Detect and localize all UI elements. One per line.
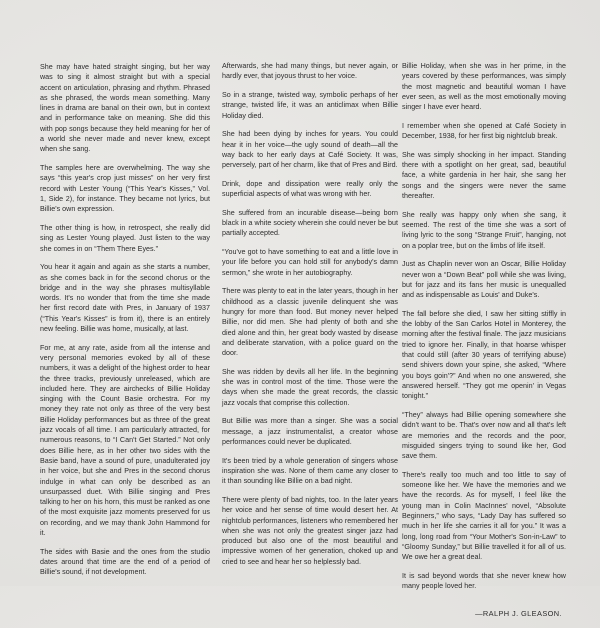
paragraph: There were plenty of bad nights, too. In the later years her voice and her sense of time would desert her. At nightclub performances, listeners who remembered her when she was not only the greatest singer jazz had produced but also one of the most beautiful and impressive women of her generation, choked up and cried to see and hear her so helplessly bad. [222,496,398,566]
column-right [402,61,566,628]
paragraph: Just as Chaplin never won an Oscar, Billie Holiday never won a “Down Beat” poll while she was living, but for jazz and its fans her music is unequalled and as indispensable as Louis' and Duke's. [402,260,566,300]
paragraph: There was plenty to eat in the later years, though in her childhood as a classic juvenile delinquent she was hungry for more than food. But money never helped Billie, nor did men. She had plenty of both and she died alone and thin, her great body wasted by disease and deliberate starvation, with a police guard on the door. [222,287,398,358]
paragraph: But Billie was more than a singer. She was a social message, a jazz instrumentalist, a creator whose performances could never be duplicated. [222,417,398,447]
paragraph: Billie Holiday, when she was in her prime, in the years covered by these performances, was simply the most magnetic and beautiful woman I have ever seen, as well as the most emotionally moving singer I have ever heard. [402,62,566,112]
paragraph: She suffered from an incurable disease—being born black in a white society wherein she could never be but partially accepted. [222,208,398,238]
paragraph: Drink, dope and dissipation were really only the superficial aspects of what was wrong with her. [222,179,398,199]
paragraph: She may have hated straight singing, but her way was to sing it almost straight but with a special accent on articulation, phrasing and rhythm. Phrased as she phrased, the words mean something. Many lines in drama are banal on their own, but in context and in performance take on meaning. She did this with pop songs because they held meaning for her of a world she never made and never knew, except when she sang. [40,63,210,154]
paragraph: “They” always had Billie opening somewhere she didn't want to be. That's over now and all that's left are memories and the records and the poor, misguided singers trying to sound like her, God save them. [402,410,566,461]
paragraph: So in a strange, twisted way, symbolic perhaps of her strange, twisted life, it was an anticlimax when Billie Holiday died. [222,90,398,120]
paragraph: You hear it again and again as she starts a number, as she comes back in for the second chorus or the bridge and in the way she phrases multisyllable words. It's no wonder that from the time she made her first record date with Pres, in January of 1937 (“This Year's Kisses” is from it), there is an entirely new feeling. Billie was home, musically, at last. [40,263,210,333]
author-signature: —RALPH J. GLEASON. [475,609,562,619]
paragraph: It is sad beyond words that she never knew how many people loved her. [402,571,566,591]
paragraph: The fall before she died, I saw her sitting stiffly in the lobby of the San Carlos Hotel in Monterey, the morning after the festival finale. The jazz musicians tried to ignore her. Finally, in that hoarse whisper that could still (after 30 years of terrifying abuse) send shivers down your spine, she asked, “Where you boys goin'?” And when no one answered, she answered herself. “They got me openin' in Vegas tonight.” [402,309,566,401]
paragraph: The sides with Basie and the ones from the studio dates around that time are the end of a period of Billie's sound, if not development. [40,547,210,577]
paragraph: “You've got to have something to eat and a little love in your life before you can hold still for anybody's damn sermon,” she wrote in her autobiography. [222,248,398,277]
paragraph: For me, at any rate, aside from all the intense and very personal memories evoked by all of these numbers, it was a delight of the highest order to hear the three tracks, previously unreleased, which are included here. They are airchecks of Billie Holiday singing with the Count Basie orchestra. For my money they rate not only as three of the very best Billie Holiday performances but as three of the great jazz vocals of all time. I am particularly attracted, for numerous reasons, to “I Can't Get Started.” Not only does Billie here, as in her other two sides with the Basie band, have a sound of pure, unadulterated joy in her voice, but she and Pres in the second chorus indulge in what can only be described as an unsurpassed duet. With Billie singing and Pres talking to her on his horn, this must be ranked as one of the most exquisite jazz moments preserved for us on recording, and we may thank John Hammond for it. [40,343,210,538]
paragraph: There's really too much and too little to say of someone like her. We have the memories and we have the records. As for myself, I feel like the young man in Colin MacInnes' novel, “Absolute Beginners,” who says, “Lady Day has suffered so much in her life she carries it all for you.” It was a long, long road from “Your Mother's Son-in-Law” to “Gloomy Sunday,” but Billie travelled it for all of us. We owe her a great deal. [402,470,566,562]
column-middle [222,61,398,575]
paragraph: The samples here are overwhelming. The way she says “this year's crop just misses” on her very first record with Lester Young (“This Year's Kisses,” Vol. 1, Side 2), for instance. They became not lyrics, but Billie's own expression. [40,164,210,214]
column-left [40,62,210,586]
paragraph: It's been tried by a whole generation of singers whose inspiration she was. None of them came any closer to it than sounding like Billie on a bad night. [222,456,398,486]
paragraph: She really was happy only when she sang, it seemed. The rest of the time she was a sort of living lyric to the song “Strange Fruit”, hanging, not on a poplar tree, but on the limbs of life itself. [402,210,566,250]
paragraph: I remember when she opened at Café Society in December, 1938, for her first big nightclub break. [402,121,566,141]
paragraph: She had been dying by inches for years. You could hear it in her voice—the ugly sound of death—all the way back to her early days at Café Society. It was, perversely, part of her charm, like that of Pres and Bird. [222,130,398,170]
paragraph: She was simply shocking in her impact. Standing there with a spotlight on her great, sad, beautiful face, a white gardenia in her hair, she sang her songs and the singers were never the same thereafter. [402,150,566,201]
paragraph: She was ridden by devils all her life. In the beginning she was in control most of the time. Those were the days when she made the great records, the classic jazz vocals that comprise this collection. [222,367,398,407]
paragraph: Afterwards, she had many things, but never again, or hardly ever, that joyous thrust to her voice. [222,62,398,81]
paragraph: The other thing is how, in retrospect, she really did sing as Lester Young played. Just listen to the way she comes in on “Them There Eyes.” [40,223,210,253]
